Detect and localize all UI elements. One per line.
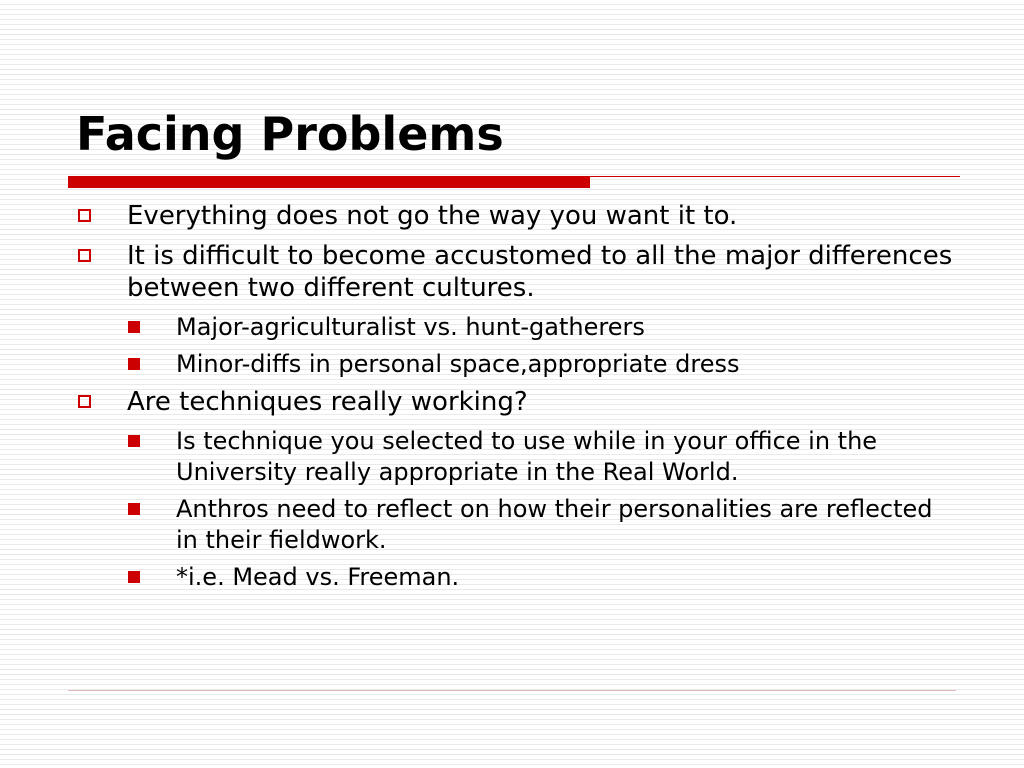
bullet-text: Everything does not go the way you want it to. (127, 201, 738, 231)
bullet-item (76, 386, 956, 418)
sub-bullet-item (76, 312, 956, 343)
hollow-square-icon (78, 395, 91, 408)
hollow-square-icon (78, 249, 91, 262)
sub-bullet-text: *i.e. Mead vs. Freeman. (176, 563, 460, 591)
title-underline-thick (68, 176, 590, 188)
filled-square-icon (128, 321, 140, 333)
sub-bullet-text: Minor-diffs in personal space,appropriate dress (176, 350, 740, 378)
filled-square-icon (128, 503, 140, 515)
filled-square-icon (128, 358, 140, 370)
title-underline-thin (590, 176, 960, 177)
sub-bullet-item (76, 494, 956, 556)
sub-bullet-item (76, 562, 956, 593)
sub-bullet-item (76, 426, 956, 488)
sub-bullet-text: Major-agriculturalist vs. hunt-gatherers (176, 313, 645, 341)
bullet-text: Are techniques really working? (127, 387, 528, 417)
bullet-item (76, 200, 956, 232)
sub-bullet-text: Anthros need to reflect on how their personalities are reflected in their fieldwork. (176, 495, 933, 554)
sub-bullet-item (76, 349, 956, 380)
footer-divider (68, 690, 956, 691)
sub-bullet-text: Is technique you selected to use while in your office in the University really appropriate in the Real World. (176, 427, 878, 486)
slide-title: Facing Problems (76, 107, 504, 161)
bullet-text: It is difficult to become accustomed to all the major differences between two different cultures. (127, 241, 953, 303)
filled-square-icon (128, 571, 140, 583)
bullet-item (76, 240, 956, 304)
bullet-list (76, 200, 956, 599)
hollow-square-icon (78, 209, 91, 222)
filled-square-icon (128, 435, 140, 447)
